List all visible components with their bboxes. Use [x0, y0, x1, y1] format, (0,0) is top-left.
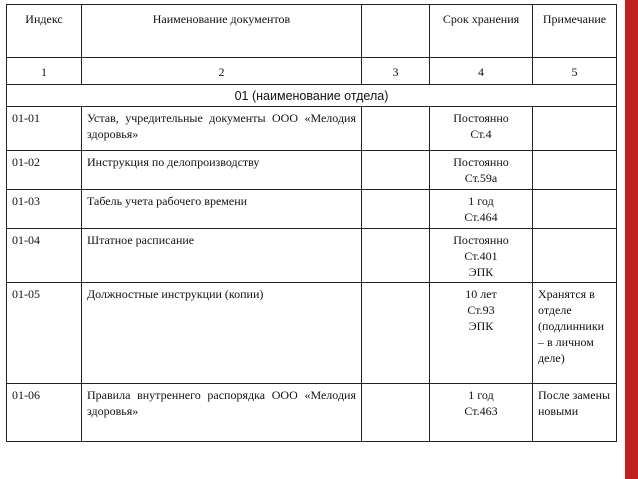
- section-row: [7, 85, 617, 107]
- row-doc-name: Должностные инструкции (копии): [82, 283, 362, 384]
- column-number-row: [7, 58, 617, 85]
- accent-gap: [616, 0, 625, 479]
- accent-bar: [625, 0, 638, 479]
- header-doc-name: Наименование документов: [82, 5, 362, 58]
- row-retention: 10 лет Ст.93 ЭПК: [430, 283, 533, 384]
- table-row: [7, 190, 617, 229]
- row-doc-name: Табель учета рабочего времени: [82, 190, 362, 229]
- column-number: 1: [7, 58, 82, 85]
- row-col3: [362, 107, 430, 151]
- row-note: [533, 151, 617, 190]
- row-note: После замены новыми: [533, 384, 617, 442]
- row-col3: [362, 190, 430, 229]
- row-index: 01-05: [7, 283, 82, 384]
- table-row: [7, 151, 617, 190]
- table-row: [7, 384, 617, 442]
- row-note: [533, 107, 617, 151]
- row-index: 01-04: [7, 229, 82, 283]
- header-index: Индекс: [7, 5, 82, 58]
- row-index: 01-02: [7, 151, 82, 190]
- table-row: [7, 107, 617, 151]
- column-number: 4: [430, 58, 533, 85]
- row-retention: Постоянно Ст.4: [430, 107, 533, 151]
- row-col3: [362, 384, 430, 442]
- row-doc-name: Правила внутреннего распорядка ООО «Мелодия здоровья»: [82, 384, 362, 442]
- column-number: 3: [362, 58, 430, 85]
- row-doc-name: Инструкция по делопроизводству: [82, 151, 362, 190]
- section-title: 01 (наименование отдела): [7, 85, 617, 107]
- row-retention: 1 год Ст.463: [430, 384, 533, 442]
- row-index: 01-06: [7, 384, 82, 442]
- row-index: 01-01: [7, 107, 82, 151]
- row-retention: 1 год Ст.464: [430, 190, 533, 229]
- row-retention: Постоянно Ст.401 ЭПК: [430, 229, 533, 283]
- row-note: Хранятся в отделе (подлинники – в личном деле): [533, 283, 617, 384]
- row-index: 01-03: [7, 190, 82, 229]
- row-retention: Постоянно Ст.59а: [430, 151, 533, 190]
- column-number: 2: [82, 58, 362, 85]
- row-doc-name: Устав, учредительные документы ООО «Мелодия здоровья»: [82, 107, 362, 151]
- row-col3: [362, 283, 430, 384]
- table-row: [7, 283, 617, 384]
- header-col3: [362, 5, 430, 58]
- row-col3: [362, 151, 430, 190]
- column-number: 5: [533, 58, 617, 85]
- row-note: [533, 190, 617, 229]
- row-note: [533, 229, 617, 283]
- header-note: Примечание: [533, 5, 617, 58]
- table-row: [7, 229, 617, 283]
- row-doc-name: Штатное расписание: [82, 229, 362, 283]
- nomenclature-table: [6, 4, 617, 442]
- header-row: [7, 5, 617, 58]
- row-col3: [362, 229, 430, 283]
- header-retention: Срок хранения: [430, 5, 533, 58]
